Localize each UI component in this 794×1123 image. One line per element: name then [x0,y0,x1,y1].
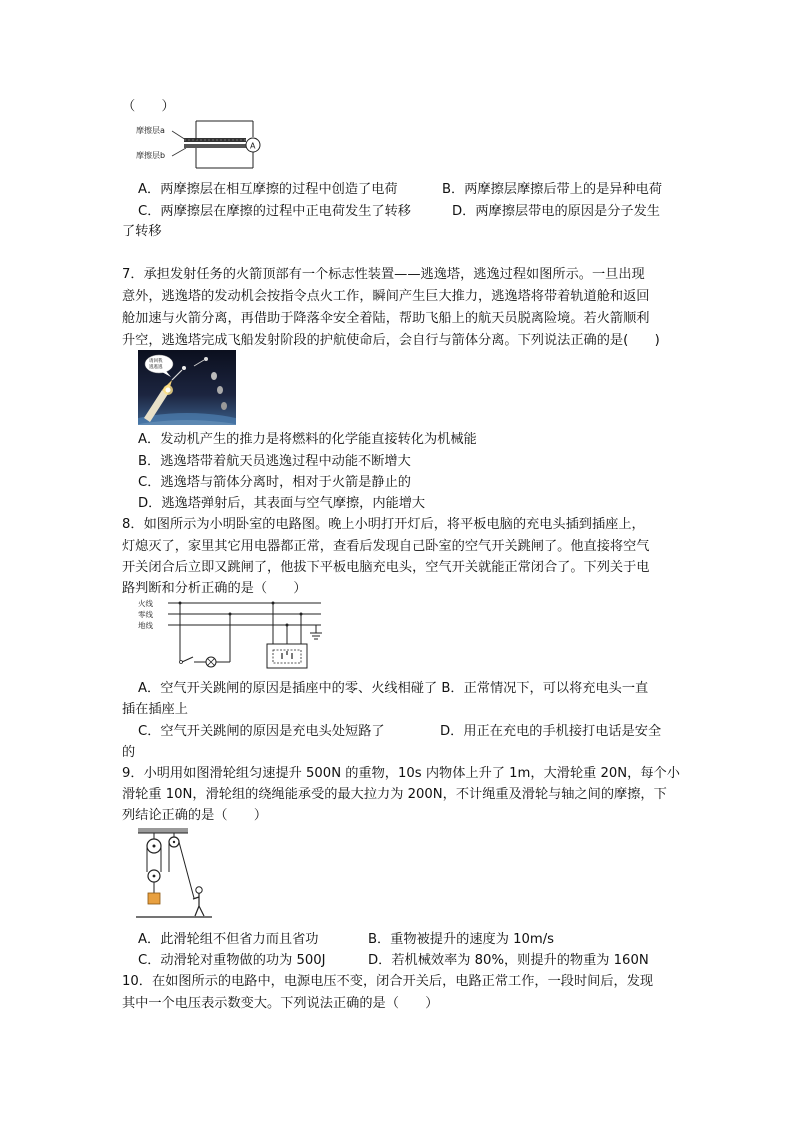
q8-wire-ground-label: 地线 [138,621,153,630]
q8-wire-neutral-label: 零线 [138,610,153,619]
q6-option-d-cont: 了转移 [122,224,162,239]
q7-bubble-line-1: 请回我 [149,359,163,364]
q7-escape-tower-figure [138,350,236,425]
q7-option-c: C．逃逸塔与箭体分离时，相对于火箭是静止的 [138,475,411,490]
q10-stem-line-2: 其中一个电压表示数变大。下列说法正确的是（ ） [122,996,439,1011]
q7-bubble-line-2: 逃逃逃 [149,365,163,370]
q6-fig-meter: A [250,141,256,151]
q7-option-d: D．逃逸塔弹射后，其表面与空气摩擦，内能增大 [138,496,426,511]
q9-option-c: C．动滑轮对重物做的功为 500J [138,953,326,968]
q9-stem-line-2: 滑轮重 10N，滑轮组的绕绳能承受的最大拉力为 200N，不计绳重及滑轮与轴之间的摩擦，下 [122,787,667,802]
q8-option-b-cont: 插在插座上 [122,702,188,717]
q8-option-d: D．用正在充电的手机接打电话是安全 [440,724,662,739]
q9-stem-line-3: 列结论正确的是（ ） [122,808,268,823]
q8-stem-line-1: 8．如图所示为小明卧室的电路图。晚上小明打开灯后，将平板电脑的充电头插到插座上， [122,517,645,532]
q9-stem-line-1: 9．小明用如图滑轮组匀速提升 500N 的重物，10s 内物体上升了 1m，大滑轮重 20N，每个小 [122,766,680,781]
q7-stem-line-2: 意外，逃逸塔的发动机会按指令点火工作，瞬间产生巨大推力，逃逸塔将带着轨道舱和返回 [122,289,650,304]
q7-stem-line-1: 7．承担发射任务的火箭顶部有一个标志性装置——逃逸塔，逃逸过程如图所示。一旦出现 [122,267,645,282]
q8-wire-live-label: 火线 [138,599,153,608]
q7-option-a: A．发动机产生的推力是将燃料的化学能直接转化为机械能 [138,432,477,447]
q6-option-d: D．两摩擦层带电的原因是分子发生 [452,204,660,219]
person-icon [196,887,202,893]
q9-option-b: B．重物被提升的速度为 10m/s [368,932,555,947]
q8-stem-line-3: 开关闭合后立即又跳闸了，他拔下平板电脑充电头，空气开关就能正常闭合了。下列关于电 [122,560,650,575]
socket-icon [267,644,307,668]
q9-pulley-figure [136,826,216,920]
switch-icon [182,657,193,662]
q8-option-a: A．空气开关跳闸的原因是插座中的零、火线相碰了 B．正常情况下，可以将充电头一直 [138,681,649,696]
q8-option-c: C．空气开关跳闸的原因是充电头处短路了 [138,724,385,739]
q6-fig-label-a: 摩擦层a [136,126,165,135]
q6-option-b: B．两摩擦层摩擦后带上的是异种电荷 [442,182,663,197]
q6-fig-label-b: 摩擦层b [136,151,166,160]
q7-stem-line-4: 升空，逃逸塔完成飞船发射阶段的护航使命后，会自行与箭体分离。下列说法正确的是( ) [122,333,660,348]
q8-stem-line-4: 路判断和分析正确的是（ ） [122,581,307,596]
q9-option-d: D．若机械效率为 80%，则提升的物重为 160N [368,953,649,968]
q9-option-a: A．此滑轮组不但省力而且省功 [138,932,319,947]
q6-answer-bracket: （ ） [122,99,175,114]
q7-option-b: B．逃逸塔带着航天员逃逸过程中动能不断增大 [138,454,411,469]
weight-block-icon [148,893,160,904]
q8-household-circuit-figure [136,598,336,674]
q7-stem-line-3: 舱加速与火箭分离，再借助于降落伞安全着陆，帮助飞船上的航天员脱离险境。若火箭顺利 [122,311,650,326]
q8-stem-line-2: 灯熄灭了，家里其它用电器都正常，查看后发现自己卧室的空气开关跳闸了。他直接将空气 [122,539,650,554]
q6-option-a: A．两摩擦层在相互摩擦的过程中创造了电荷 [138,182,398,197]
q6-friction-figure [136,118,266,170]
q8-option-d-cont: 的 [122,745,136,760]
q10-stem-line-1: 10．在如图所示的电路中，电源电压不变，闭合开关后，电路正常工作，一段时间后，发现 [122,974,654,989]
speech-bubble [145,355,173,373]
q6-option-c: C．两摩擦层在摩擦的过程中正电荷发生了转移 [138,204,411,219]
